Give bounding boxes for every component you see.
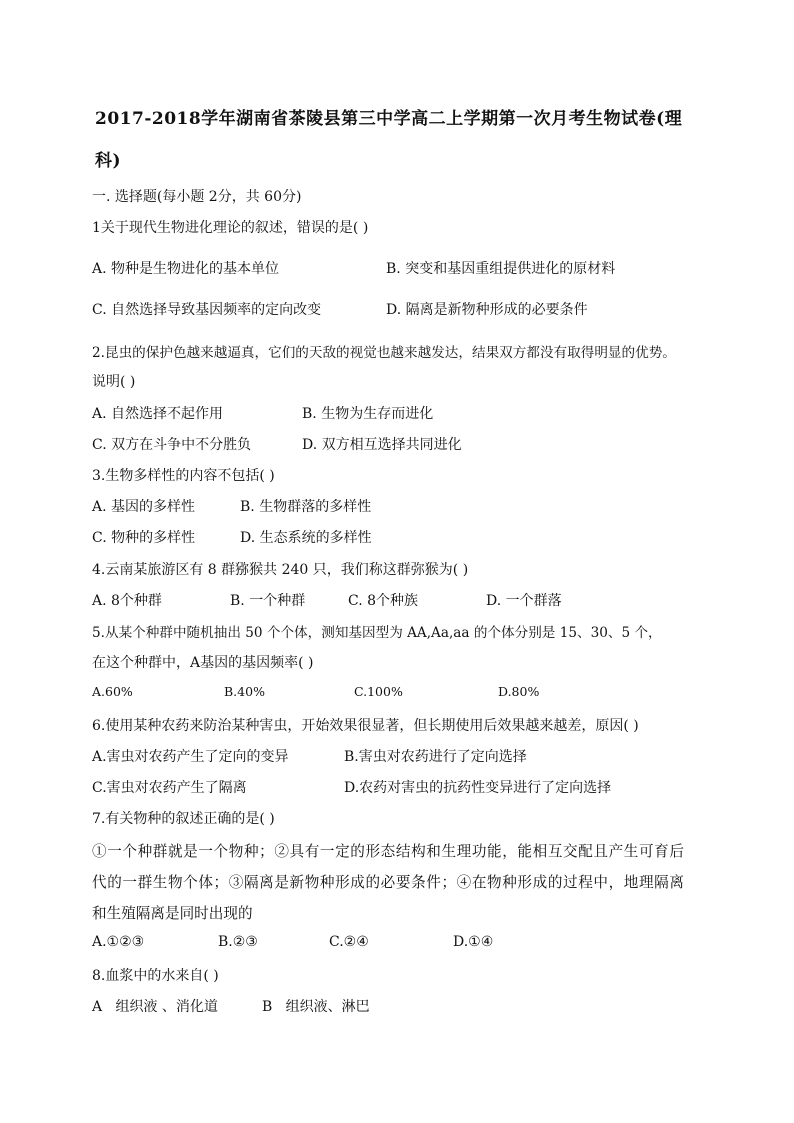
question-5-option-d: D.80% xyxy=(498,684,540,699)
question-1-option-c: C. 自然选择导致基因频率的定向改变 xyxy=(92,302,322,318)
question-4-option-b: B. 一个种群 xyxy=(230,593,306,609)
question-7-stem: 7.有关物种的叙述正确的是( ) xyxy=(92,811,275,827)
question-6-option-a: A.害虫对农药产生了定向的变异 xyxy=(92,749,289,765)
question-5-stem-line1: 5.从某个种群中随机抽出 50 个个体，测知基因型为 AA,Aa,aa 的个体分别是 15、30、5 个， xyxy=(92,625,662,641)
question-8-option-a: A 组织液 、消化道 xyxy=(92,999,218,1015)
exam-title-line1: 2017-2018学年湖南省茶陵县第三中学高二上学期第一次月考生物试卷(理 xyxy=(95,109,683,129)
question-3-option-d: D. 生态系统的多样性 xyxy=(240,530,372,546)
question-3-option-a: A. 基因的多样性 xyxy=(92,499,196,515)
question-7-option-b: B.②③ xyxy=(218,934,258,950)
question-8-stem: 8.血浆中的水来自( ) xyxy=(92,968,219,984)
question-1-option-b: B. 突变和基因重组提供进化的原材料 xyxy=(386,261,616,277)
question-2-stem-line2: 说明( ) xyxy=(92,374,136,390)
question-4-stem: 4.云南某旅游区有 8 群猕猴共 240 只，我们称这群弥猴为( ) xyxy=(92,562,469,578)
question-6-stem: 6.使用某种农药来防治某种害虫，开始效果很显著，但长期使用后效果越来越差，原因( ) xyxy=(92,718,639,734)
question-2-option-d: D. 双方相互选择共同进化 xyxy=(302,437,462,453)
question-7-option-c: C.②④ xyxy=(329,934,369,950)
question-7-body-line3: 和生殖隔离是同时出现的 xyxy=(92,905,253,922)
question-5-option-b: B.40% xyxy=(224,684,265,699)
question-4-option-c: C. 8个种族 xyxy=(348,593,419,609)
exam-title-line2: 科) xyxy=(95,151,122,171)
question-2-option-a: A. 自然选择不起作用 xyxy=(92,406,224,422)
question-5-option-c: C.100% xyxy=(354,684,403,699)
question-6-option-b: B.害虫对农药进行了定向选择 xyxy=(344,749,527,765)
question-2-stem-line1: 2.昆虫的保护色越来越逼真，它们的天敌的视觉也越来越发达，结果双方都没有取得明显的优势。 xyxy=(92,345,676,361)
question-5-option-a: A.60% xyxy=(92,684,133,699)
question-1-stem: 1关于现代生物进化理论的叙述，错误的是( ) xyxy=(92,220,369,236)
question-7-body-line1: ①一个种群就是一个物种；②具有一定的形态结构和生理功能，能相互交配且产生可育后 xyxy=(92,843,685,860)
question-7-option-d: D.①④ xyxy=(453,934,494,950)
section-heading: 一. 选择题(每小题 2分，共 60分) xyxy=(92,189,302,205)
question-4-option-d: D. 一个群落 xyxy=(486,593,562,609)
question-1-option-a: A. 物种是生物进化的基本单位 xyxy=(92,261,280,277)
question-3-option-b: B. 生物群落的多样性 xyxy=(240,499,372,515)
question-6-option-c: C.害虫对农药产生了隔离 xyxy=(92,780,247,796)
question-2-option-b: B. 生物为生存而进化 xyxy=(302,406,434,422)
question-7-option-a: A.①②③ xyxy=(92,934,145,950)
question-3-stem: 3.生物多样性的内容不包括( ) xyxy=(92,468,275,484)
question-7-body-line2: 代的一群生物个体；③隔离是新物种形成的必要条件；④在物种形成的过程中，地理隔离 xyxy=(92,874,685,891)
question-2-option-c: C. 双方在斗争中不分胜负 xyxy=(92,437,252,453)
question-6-option-d: D.农药对害虫的抗药性变异进行了定向选择 xyxy=(344,780,612,796)
question-5-stem-line2: 在这个种群中，A基因的基因频率( ) xyxy=(92,655,314,671)
question-8-option-b: B 组织液、淋巴 xyxy=(262,999,370,1015)
question-3-option-c: C. 物种的多样性 xyxy=(92,530,196,546)
question-4-option-a: A. 8个种群 xyxy=(92,593,162,609)
question-1-option-d: D. 隔离是新物种形成的必要条件 xyxy=(386,302,588,318)
